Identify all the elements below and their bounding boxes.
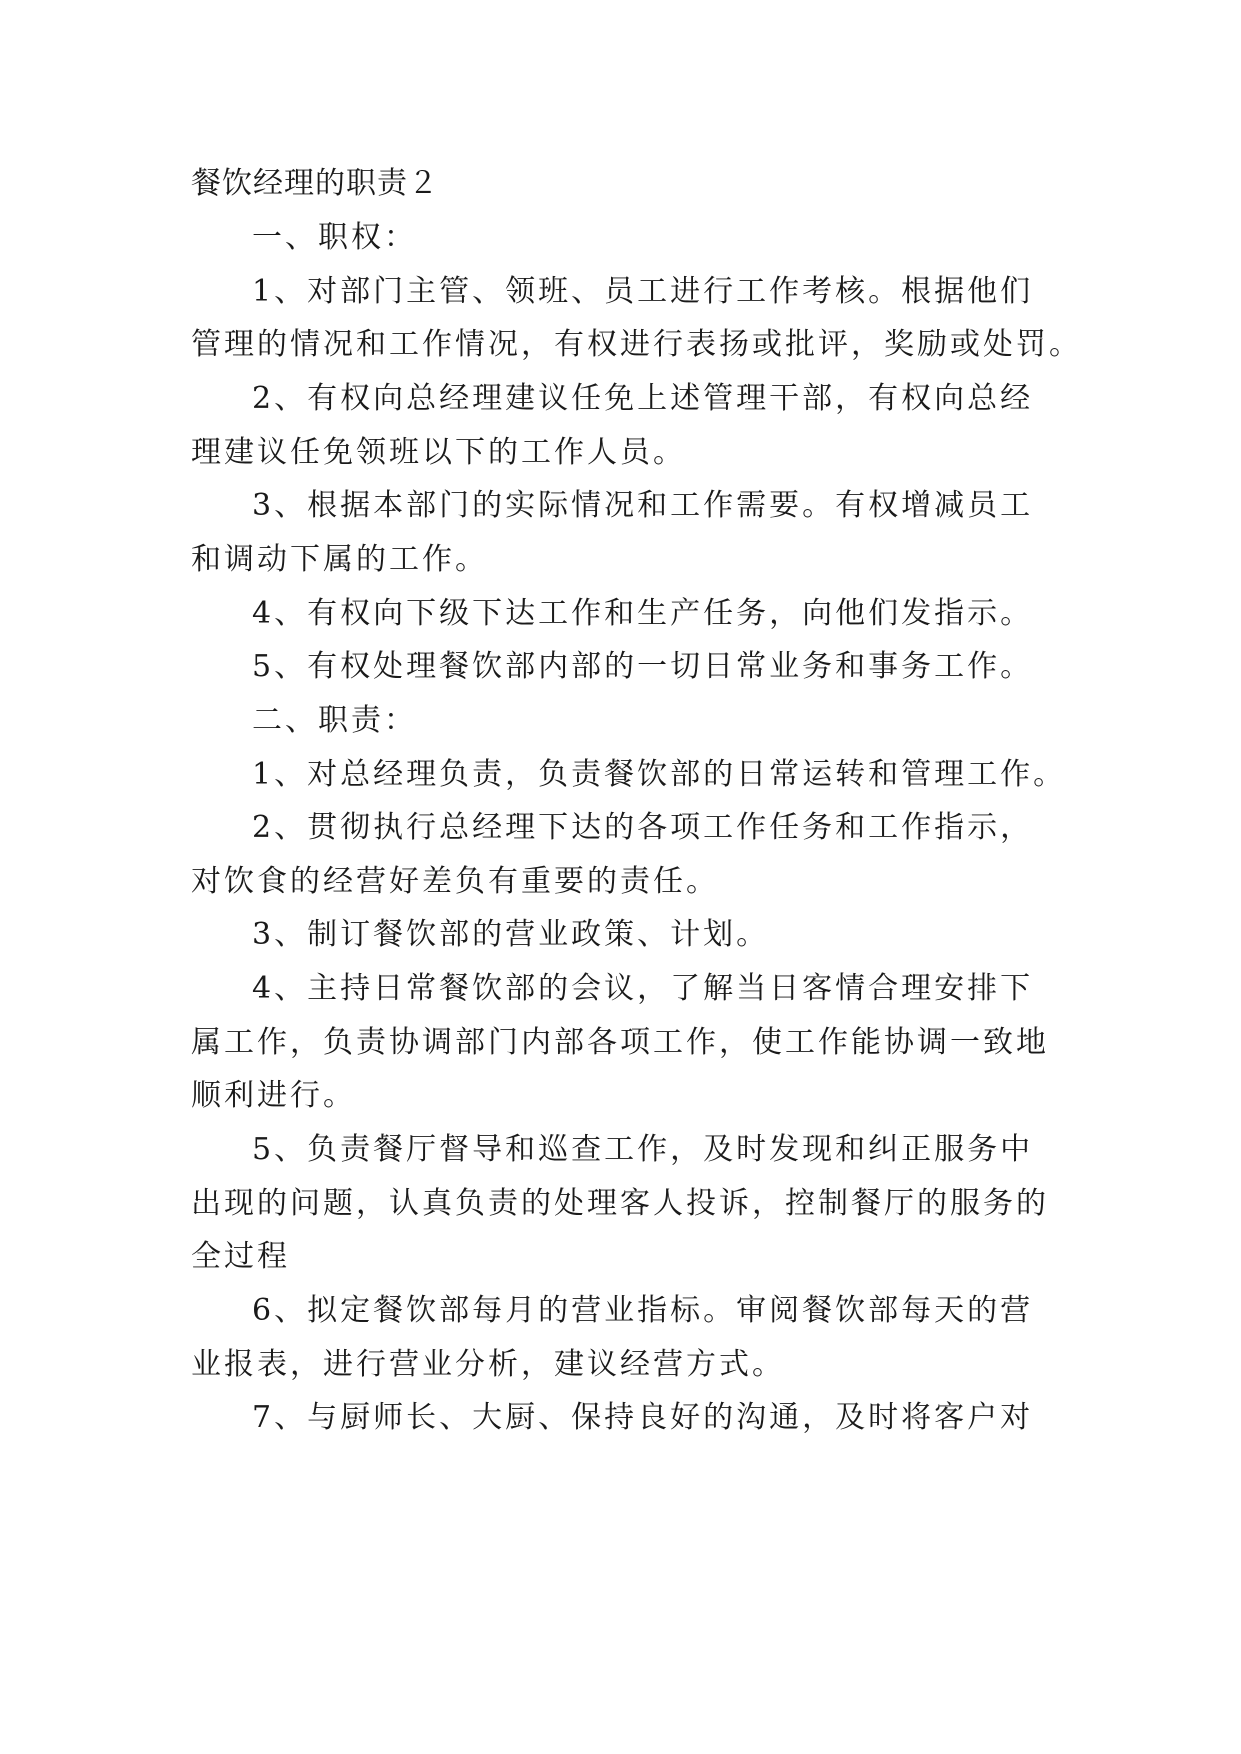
paragraph-line: 业报表，进行营业分析，建议经营方式。 bbox=[191, 1347, 785, 1382]
paragraph-line: 顺利进行。 bbox=[191, 1078, 356, 1113]
paragraph-line: 2、有权向总经理建议任免上述管理干部，有权向总经 bbox=[252, 381, 1034, 416]
paragraph-line: 属工作，负责协调部门内部各项工作，使工作能协调一致地 bbox=[191, 1025, 1049, 1060]
paragraph-line: 2、贯彻执行总经理下达的各项工作任务和工作指示， bbox=[252, 810, 1034, 845]
paragraph-line: 3、根据本部门的实际情况和工作需要。有权增减员工 bbox=[252, 488, 1034, 523]
paragraph-line: 对饮食的经营好差负有重要的责任。 bbox=[191, 864, 719, 899]
section-heading-authority: 一、职权： bbox=[252, 220, 417, 255]
paragraph-line: 理建议任免领班以下的工作人员。 bbox=[191, 435, 686, 470]
section-heading-duties: 二、职责： bbox=[252, 703, 417, 738]
paragraph-line: 4、有权向下级下达工作和生产任务，向他们发指示。 bbox=[252, 596, 1034, 631]
paragraph-line: 5、有权处理餐饮部内部的一切日常业务和事务工作。 bbox=[252, 649, 1034, 684]
paragraph-line: 管理的情况和工作情况，有权进行表扬或批评，奖励或处罚。 bbox=[191, 327, 1082, 362]
paragraph-line: 7、与厨师长、大厨、保持良好的沟通，及时将客户对 bbox=[252, 1400, 1034, 1435]
paragraph-line: 4、主持日常餐饮部的会议，了解当日客情合理安排下 bbox=[252, 971, 1034, 1006]
paragraph-line: 全过程 bbox=[191, 1239, 290, 1274]
paragraph-line: 6、拟定餐饮部每月的营业指标。审阅餐饮部每天的营 bbox=[252, 1293, 1034, 1328]
paragraph-line: 和调动下属的工作。 bbox=[191, 542, 488, 577]
paragraph-line: 5、负责餐厅督导和巡查工作，及时发现和纠正服务中 bbox=[252, 1132, 1034, 1167]
paragraph-line: 1、对部门主管、领班、员工进行工作考核。根据他们 bbox=[252, 274, 1034, 309]
paragraph-line: 3、制订餐饮部的营业政策、计划。 bbox=[252, 917, 770, 952]
paragraph-line: 出现的问题，认真负责的处理客人投诉，控制餐厅的服务的 bbox=[191, 1186, 1049, 1221]
paragraph-line: 1、对总经理负责，负责餐饮部的日常运转和管理工作。 bbox=[252, 757, 1067, 792]
document-title: 餐饮经理的职责２ bbox=[191, 166, 439, 201]
